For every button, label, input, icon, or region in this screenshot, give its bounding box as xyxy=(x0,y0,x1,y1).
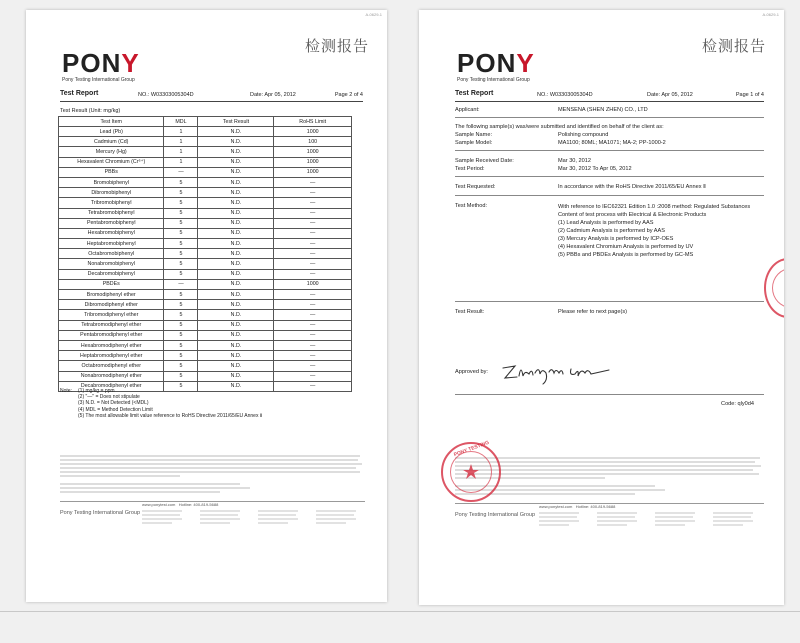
test-item-cell: Tetrabromobiphenyl xyxy=(59,208,164,218)
footer-hotline: Hotline: 400-819-5688 xyxy=(575,504,616,509)
value-cell: N.D. xyxy=(198,330,274,340)
test-item-cell: Octabromodiphenyl ether xyxy=(59,361,164,371)
fine-print-2 xyxy=(60,482,260,494)
value-cell: N.D. xyxy=(198,340,274,350)
table-row xyxy=(59,137,352,147)
test-item-cell: Dibromobiphenyl xyxy=(59,188,164,198)
test-item-cell: Heptabromobiphenyl xyxy=(59,239,164,249)
corner-code: A-0629-1 xyxy=(365,12,382,17)
test-item-cell: Hexabromobiphenyl xyxy=(59,228,164,238)
test-item-cell: Bromodiphenyl ether xyxy=(59,290,164,300)
table-row xyxy=(59,218,352,228)
table-row xyxy=(59,351,352,361)
footer-brand: Pony Testing International Group xyxy=(455,512,536,518)
table-row xyxy=(59,310,352,320)
test-item-cell: Hexabromodiphenyl ether xyxy=(59,340,164,350)
code-value: Code: qly0d4 xyxy=(721,401,754,407)
received-date-value: Mar 30, 2012 xyxy=(558,158,591,164)
sample-name-label: Sample Name: xyxy=(455,132,492,138)
value-cell: N.D. xyxy=(198,167,274,177)
test-item-cell: Tetrabromodiphenyl ether xyxy=(59,320,164,330)
note-item: (4) MDL = Method Detection Limit xyxy=(78,406,153,413)
approved-by-label: Approved by: xyxy=(455,369,488,375)
value-cell: 5 xyxy=(164,320,198,330)
document-title-cn: 检测报告 xyxy=(304,38,369,55)
report-page-1 xyxy=(419,10,784,605)
report-number: NO.: W03303005304D xyxy=(537,92,593,98)
value-cell: 1000 xyxy=(274,157,352,167)
value-cell: 5 xyxy=(164,340,198,350)
footer-addresses xyxy=(539,511,759,527)
value-cell: — xyxy=(274,177,352,187)
test-item-cell: Pentabromodiphenyl ether xyxy=(59,330,164,340)
test-item-cell: Cadmium (Cd) xyxy=(59,137,164,147)
footer-brand: Pony Testing International Group xyxy=(60,510,141,516)
applicant-value: MENSENA (SHEN ZHEN) CO., LTD xyxy=(558,107,648,113)
test-item-cell: Pentabromobiphenyl xyxy=(59,218,164,228)
value-cell: — xyxy=(274,208,352,218)
value-cell: 5 xyxy=(164,300,198,310)
value-cell: N.D. xyxy=(198,361,274,371)
value-cell: N.D. xyxy=(198,249,274,259)
report-page-2 xyxy=(26,10,387,602)
bottom-divider xyxy=(0,611,800,612)
test-item-cell: Mercury (Hg) xyxy=(59,147,164,157)
value-cell: 5 xyxy=(164,208,198,218)
test-item-cell: Nonabromobiphenyl xyxy=(59,259,164,269)
received-date-label: Sample Received Date: xyxy=(455,158,514,164)
value-cell: — xyxy=(274,340,352,350)
table-row xyxy=(59,269,352,279)
logo-text-y: Y xyxy=(121,48,140,78)
column-header: Test Item xyxy=(59,117,164,127)
table-row xyxy=(59,147,352,157)
value-cell: — xyxy=(274,188,352,198)
sample-name-value: Polishing compound xyxy=(558,132,609,138)
value-cell: N.D. xyxy=(198,269,274,279)
value-cell: 1 xyxy=(164,157,198,167)
value-cell: N.D. xyxy=(198,198,274,208)
table-row xyxy=(59,188,352,198)
logo-text: PON xyxy=(457,48,517,78)
pony-logo xyxy=(62,50,182,90)
notes xyxy=(60,388,262,419)
value-cell: — xyxy=(274,330,352,340)
value-cell: 1000 xyxy=(274,167,352,177)
test-item-cell: Decabromobiphenyl xyxy=(59,269,164,279)
value-cell: N.D. xyxy=(198,228,274,238)
logo-text: PON xyxy=(62,48,122,78)
value-cell: 5 xyxy=(164,361,198,371)
method-line: (2) Cadmium Analysis is performed by AAS xyxy=(558,228,665,234)
column-header: Test Result xyxy=(198,117,274,127)
table-row xyxy=(59,249,352,259)
table-row xyxy=(59,320,352,330)
value-cell: — xyxy=(274,371,352,381)
document-title-cn: 检测报告 xyxy=(701,38,766,55)
value-cell: — xyxy=(274,361,352,371)
value-cell: 5 xyxy=(164,177,198,187)
pony-logo xyxy=(457,50,577,90)
value-cell: 1 xyxy=(164,127,198,137)
table-row xyxy=(59,177,352,187)
test-item-cell: Dibromodiphenyl ether xyxy=(59,300,164,310)
report-label: Test Report xyxy=(60,90,99,97)
page-number: Page 2 of 4 xyxy=(334,92,363,98)
footer-website: www.ponytest.com xyxy=(142,502,176,507)
column-header: RoHS Limit xyxy=(274,117,352,127)
method-line: (1) Lead Analysis is performed by AAS xyxy=(558,220,654,226)
test-item-cell: Decabromodiphenyl ether xyxy=(59,381,164,391)
stamp-text: PONY TESTING xyxy=(453,439,491,459)
table-row xyxy=(59,361,352,371)
method-line: With reference to IEC62321 Edition 1.0 :2008 method: Regulated Substances xyxy=(558,204,751,210)
value-cell: — xyxy=(274,310,352,320)
value-cell: — xyxy=(164,279,198,289)
value-cell: N.D. xyxy=(198,259,274,269)
value-cell: N.D. xyxy=(198,290,274,300)
value-cell: — xyxy=(274,239,352,249)
value-cell: — xyxy=(274,320,352,330)
value-cell: 1000 xyxy=(274,127,352,137)
value-cell: 100 xyxy=(274,137,352,147)
footer-contact xyxy=(539,504,615,509)
footer-addresses xyxy=(142,509,362,525)
test-item-cell: Heptabromodiphenyl ether xyxy=(59,351,164,361)
test-method-value xyxy=(558,203,750,259)
value-cell: N.D. xyxy=(198,127,274,137)
method-line: (5) PBBs and PBDEs Analysis is performed by GC-MS xyxy=(558,252,694,258)
value-cell: 5 xyxy=(164,239,198,249)
table-row xyxy=(59,300,352,310)
sample-model-value: MA1100; 80ML; MA1071; MA-2; PP-1000-2 xyxy=(558,140,666,146)
result-table xyxy=(58,116,352,392)
value-cell: — xyxy=(274,218,352,228)
table-row xyxy=(59,239,352,249)
value-cell: N.D. xyxy=(198,381,274,391)
value-cell: N.D. xyxy=(198,218,274,228)
test-item-cell: Bromobiphenyl xyxy=(59,177,164,187)
method-line: (4) Hexavalent Chromium Analysis is performed by UV xyxy=(558,244,694,250)
test-item-cell: Octabromobiphenyl xyxy=(59,249,164,259)
value-cell: 1 xyxy=(164,147,198,157)
value-cell: 1 xyxy=(164,137,198,147)
value-cell: N.D. xyxy=(198,371,274,381)
value-cell: N.D. xyxy=(198,147,274,157)
column-header: MDL xyxy=(164,117,198,127)
corner-code: A-0629-1 xyxy=(762,12,779,17)
fine-print xyxy=(60,454,365,478)
table-row xyxy=(59,157,352,167)
value-cell: N.D. xyxy=(198,279,274,289)
test-method-label: Test Method: xyxy=(455,203,488,209)
value-cell: N.D. xyxy=(198,310,274,320)
value-cell: N.D. xyxy=(198,239,274,249)
footer-contact xyxy=(142,502,218,507)
test-period-label: Test Period: xyxy=(455,166,485,172)
test-result-value: Please refer to next page(s) xyxy=(558,309,628,315)
test-result-label: Test Result: xyxy=(455,309,485,315)
test-item-cell: Lead (Pb) xyxy=(59,127,164,137)
value-cell: — xyxy=(164,167,198,177)
value-cell: — xyxy=(274,228,352,238)
value-cell: — xyxy=(274,269,352,279)
result-subtitle: Test Result (Unit: mg/kg) xyxy=(60,108,121,114)
note-item: (1) mg/kg = ppm xyxy=(78,388,115,394)
test-item-cell: Tribromobiphenyl xyxy=(59,198,164,208)
table-row xyxy=(59,330,352,340)
value-cell: 5 xyxy=(164,188,198,198)
report-date: Date: Apr 05, 2012 xyxy=(250,92,296,98)
logo-tagline: Pony Testing International Group xyxy=(457,77,530,83)
logo-text-y: Y xyxy=(516,48,535,78)
report-header xyxy=(60,90,363,102)
note-item: (2) "—" = Does not stipulate xyxy=(78,394,140,401)
value-cell: 5 xyxy=(164,218,198,228)
notes-label: Note: xyxy=(60,388,72,394)
value-cell: 1000 xyxy=(274,147,352,157)
logo-tagline: Pony Testing International Group xyxy=(62,77,135,83)
value-cell: — xyxy=(274,249,352,259)
test-requested-value: In accordance with the RoHS Directive 2011/65/EU Annex Ⅱ xyxy=(558,184,706,190)
footer-website: www.ponytest.com xyxy=(539,504,573,509)
value-cell: — xyxy=(274,300,352,310)
table-row xyxy=(59,208,352,218)
value-cell: 5 xyxy=(164,269,198,279)
value-cell: 5 xyxy=(164,249,198,259)
test-item-cell: PBDEs xyxy=(59,279,164,289)
value-cell: 5 xyxy=(164,228,198,238)
note-item: (5) The most allowable limit value reference to RoHS Directive 2011/65/EU Annex Ⅱ xyxy=(78,412,263,419)
value-cell: N.D. xyxy=(198,177,274,187)
test-item-cell: Nonabromodiphenyl ether xyxy=(59,371,164,381)
value-cell: 5 xyxy=(164,351,198,361)
intro-text: The following sample(s) was/were submitted and identified on behalf of the client as: xyxy=(455,124,664,130)
value-cell: 5 xyxy=(164,259,198,269)
value-cell: 5 xyxy=(164,330,198,340)
value-cell: 5 xyxy=(164,310,198,320)
value-cell: 5 xyxy=(164,290,198,300)
test-requested-label: Test Requested: xyxy=(455,184,496,190)
table-row xyxy=(59,167,352,177)
report-number: NO.: W03303005304D xyxy=(138,92,194,98)
fine-print xyxy=(455,456,765,480)
company-stamp xyxy=(441,439,501,502)
table-row xyxy=(59,340,352,350)
table-row xyxy=(59,198,352,208)
value-cell: 5 xyxy=(164,371,198,381)
footer-hotline: Hotline: 400-819-5688 xyxy=(178,502,219,507)
table-row xyxy=(59,371,352,381)
value-cell: N.D. xyxy=(198,300,274,310)
method-line: (3) Mercury Analysis is performed by ICP-OES xyxy=(558,236,674,242)
table-row xyxy=(59,127,352,137)
value-cell: N.D. xyxy=(198,320,274,330)
value-cell: — xyxy=(274,381,352,391)
note-item: (3) N.D. = Not Detected (<MDL) xyxy=(78,400,149,407)
value-cell: — xyxy=(274,198,352,208)
value-cell: 5 xyxy=(164,198,198,208)
value-cell: 5 xyxy=(164,381,198,391)
table-row xyxy=(59,259,352,269)
value-cell: N.D. xyxy=(198,157,274,167)
value-cell: 1000 xyxy=(274,279,352,289)
applicant-label: Applicant: xyxy=(455,107,480,113)
test-item-cell: Tribromodiphenyl ether xyxy=(59,310,164,320)
signature xyxy=(499,356,619,386)
value-cell: — xyxy=(274,290,352,300)
test-item-cell: PBBs xyxy=(59,167,164,177)
value-cell: N.D. xyxy=(198,137,274,147)
report-date: Date: Apr 05, 2012 xyxy=(647,92,693,98)
page-number: Page 1 of 4 xyxy=(735,92,764,98)
report-label: Test Report xyxy=(455,90,494,97)
table-row xyxy=(59,228,352,238)
method-line: Content of test process with Electrical & Electronic Products xyxy=(558,212,707,218)
seam-stamp xyxy=(764,258,784,318)
sample-model-label: Sample Model: xyxy=(455,140,493,146)
value-cell: — xyxy=(274,351,352,361)
report-header xyxy=(455,90,764,102)
value-cell: N.D. xyxy=(198,351,274,361)
test-period-value: Mar 30, 2012 To Apr 05, 2012 xyxy=(558,166,632,172)
table-row xyxy=(59,290,352,300)
value-cell: N.D. xyxy=(198,208,274,218)
value-cell: N.D. xyxy=(198,188,274,198)
table-row xyxy=(59,279,352,289)
test-item-cell: Hexavalent Chromium (Cr⁶⁺) xyxy=(59,157,164,167)
value-cell: — xyxy=(274,259,352,269)
